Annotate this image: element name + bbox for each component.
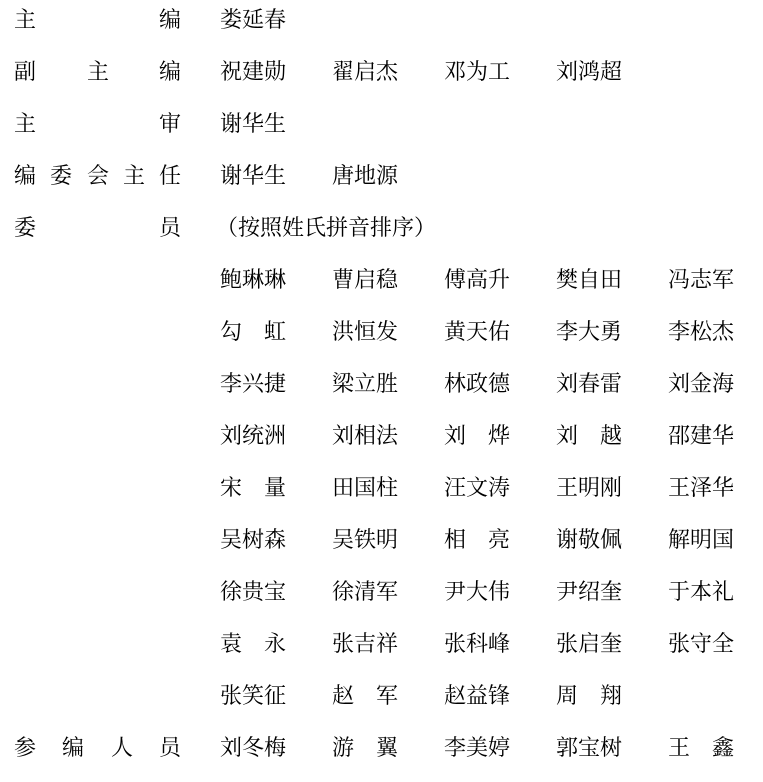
members-row [0, 522, 763, 574]
member-name: 李大勇 [556, 320, 623, 345]
member-name: 徐清军 [332, 580, 399, 605]
person-name: 王 鑫 [668, 736, 735, 761]
members-row [0, 366, 763, 418]
member-name: 相 亮 [444, 528, 511, 553]
row-contributors [0, 730, 763, 782]
member-name: 赵 军 [332, 684, 399, 709]
role-label-chief-reviewer [14, 106, 184, 146]
members-row [0, 574, 763, 626]
person-name: 游 翼 [332, 736, 399, 761]
role-char: 委 [50, 164, 73, 189]
member-name: 邵建华 [668, 424, 735, 449]
role-char: 主 [123, 164, 146, 189]
member-name: 刘相法 [332, 424, 399, 449]
role-char: 人 [111, 736, 134, 761]
role-label-committee-director [14, 158, 184, 198]
member-name: 张吉祥 [332, 632, 399, 657]
member-name: 刘 烨 [444, 424, 511, 449]
member-name: 张笑征 [220, 684, 287, 709]
member-name: 吴铁明 [332, 528, 399, 553]
person-name: 刘鸿超 [556, 60, 623, 85]
member-name: 李松杰 [668, 320, 735, 345]
row-chief-editor [0, 2, 763, 54]
member-name: 谢敬佩 [556, 528, 623, 553]
member-name: 刘金海 [668, 372, 735, 397]
member-name: 张启奎 [556, 632, 623, 657]
member-name: 尹大伟 [444, 580, 511, 605]
members-row [0, 418, 763, 470]
person-name: 郭宝树 [556, 736, 623, 761]
member-name: 张科峰 [444, 632, 511, 657]
member-name: 汪文涛 [444, 476, 511, 501]
member-name: 王明刚 [556, 476, 623, 501]
person-name: 谢华生 [220, 164, 287, 189]
member-name: 吴树森 [220, 528, 287, 553]
member-name: 田国柱 [332, 476, 399, 501]
person-name: 谢华生 [220, 112, 287, 137]
role-char: 员 [159, 216, 182, 241]
member-name: 袁 永 [220, 632, 287, 657]
row-committee-director [0, 158, 763, 210]
member-name: 尹绍奎 [556, 580, 623, 605]
members-sort-note: （按照姓氏拼音排序） [216, 216, 437, 241]
row-members-heading [0, 210, 763, 262]
member-name: 刘春雷 [556, 372, 623, 397]
role-char: 编 [14, 164, 37, 189]
role-char: 会 [87, 164, 110, 189]
role-label-deputy-chief-editor [14, 54, 184, 94]
role-char: 编 [62, 736, 85, 761]
role-char: 主 [87, 60, 110, 85]
role-char: 主 [14, 8, 37, 33]
member-name: 冯志军 [668, 268, 735, 293]
role-char: 员 [159, 736, 182, 761]
member-name: 李兴捷 [220, 372, 287, 397]
members-row [0, 470, 763, 522]
role-char: 副 [14, 60, 37, 85]
person-name: 刘冬梅 [220, 736, 287, 761]
members-row [0, 262, 763, 314]
member-name: 洪恒发 [332, 320, 399, 345]
member-name: 解明国 [668, 528, 735, 553]
member-name: 张守全 [668, 632, 735, 657]
member-name: 勾 虹 [220, 320, 287, 345]
member-name: 赵益锋 [444, 684, 511, 709]
member-name: 梁立胜 [332, 372, 399, 397]
members-row [0, 678, 763, 730]
member-name: 周 翔 [556, 684, 623, 709]
member-name: 宋 量 [220, 476, 287, 501]
member-name: 鲍琳琳 [220, 268, 287, 293]
role-label-contributors [14, 730, 184, 770]
member-name: 刘统洲 [220, 424, 287, 449]
member-name: 徐贵宝 [220, 580, 287, 605]
role-label-members [14, 210, 184, 250]
role-label-chief-editor [14, 2, 184, 42]
member-name: 黄天佑 [444, 320, 511, 345]
role-char: 审 [159, 112, 182, 137]
person-name: 翟启杰 [332, 60, 399, 85]
member-name: 傅高升 [444, 268, 511, 293]
row-chief-reviewer [0, 106, 763, 158]
person-name: 邓为工 [444, 60, 511, 85]
role-char: 任 [159, 164, 182, 189]
role-char: 参 [14, 736, 37, 761]
person-name: 唐地源 [332, 164, 399, 189]
person-name: 祝建勋 [220, 60, 287, 85]
members-row [0, 314, 763, 366]
member-name: 曹启稳 [332, 268, 399, 293]
member-name: 刘 越 [556, 424, 623, 449]
member-name: 于本礼 [668, 580, 735, 605]
role-char: 主 [14, 112, 37, 137]
role-char: 委 [14, 216, 37, 241]
member-name: 王泽华 [668, 476, 735, 501]
row-deputy-chief-editor [0, 54, 763, 106]
role-char: 编 [159, 60, 182, 85]
person-name: 李美婷 [444, 736, 511, 761]
person-name: 娄延春 [220, 8, 287, 33]
role-char: 编 [159, 8, 182, 33]
member-name: 樊自田 [556, 268, 623, 293]
members-row [0, 626, 763, 678]
member-name: 林政德 [444, 372, 511, 397]
